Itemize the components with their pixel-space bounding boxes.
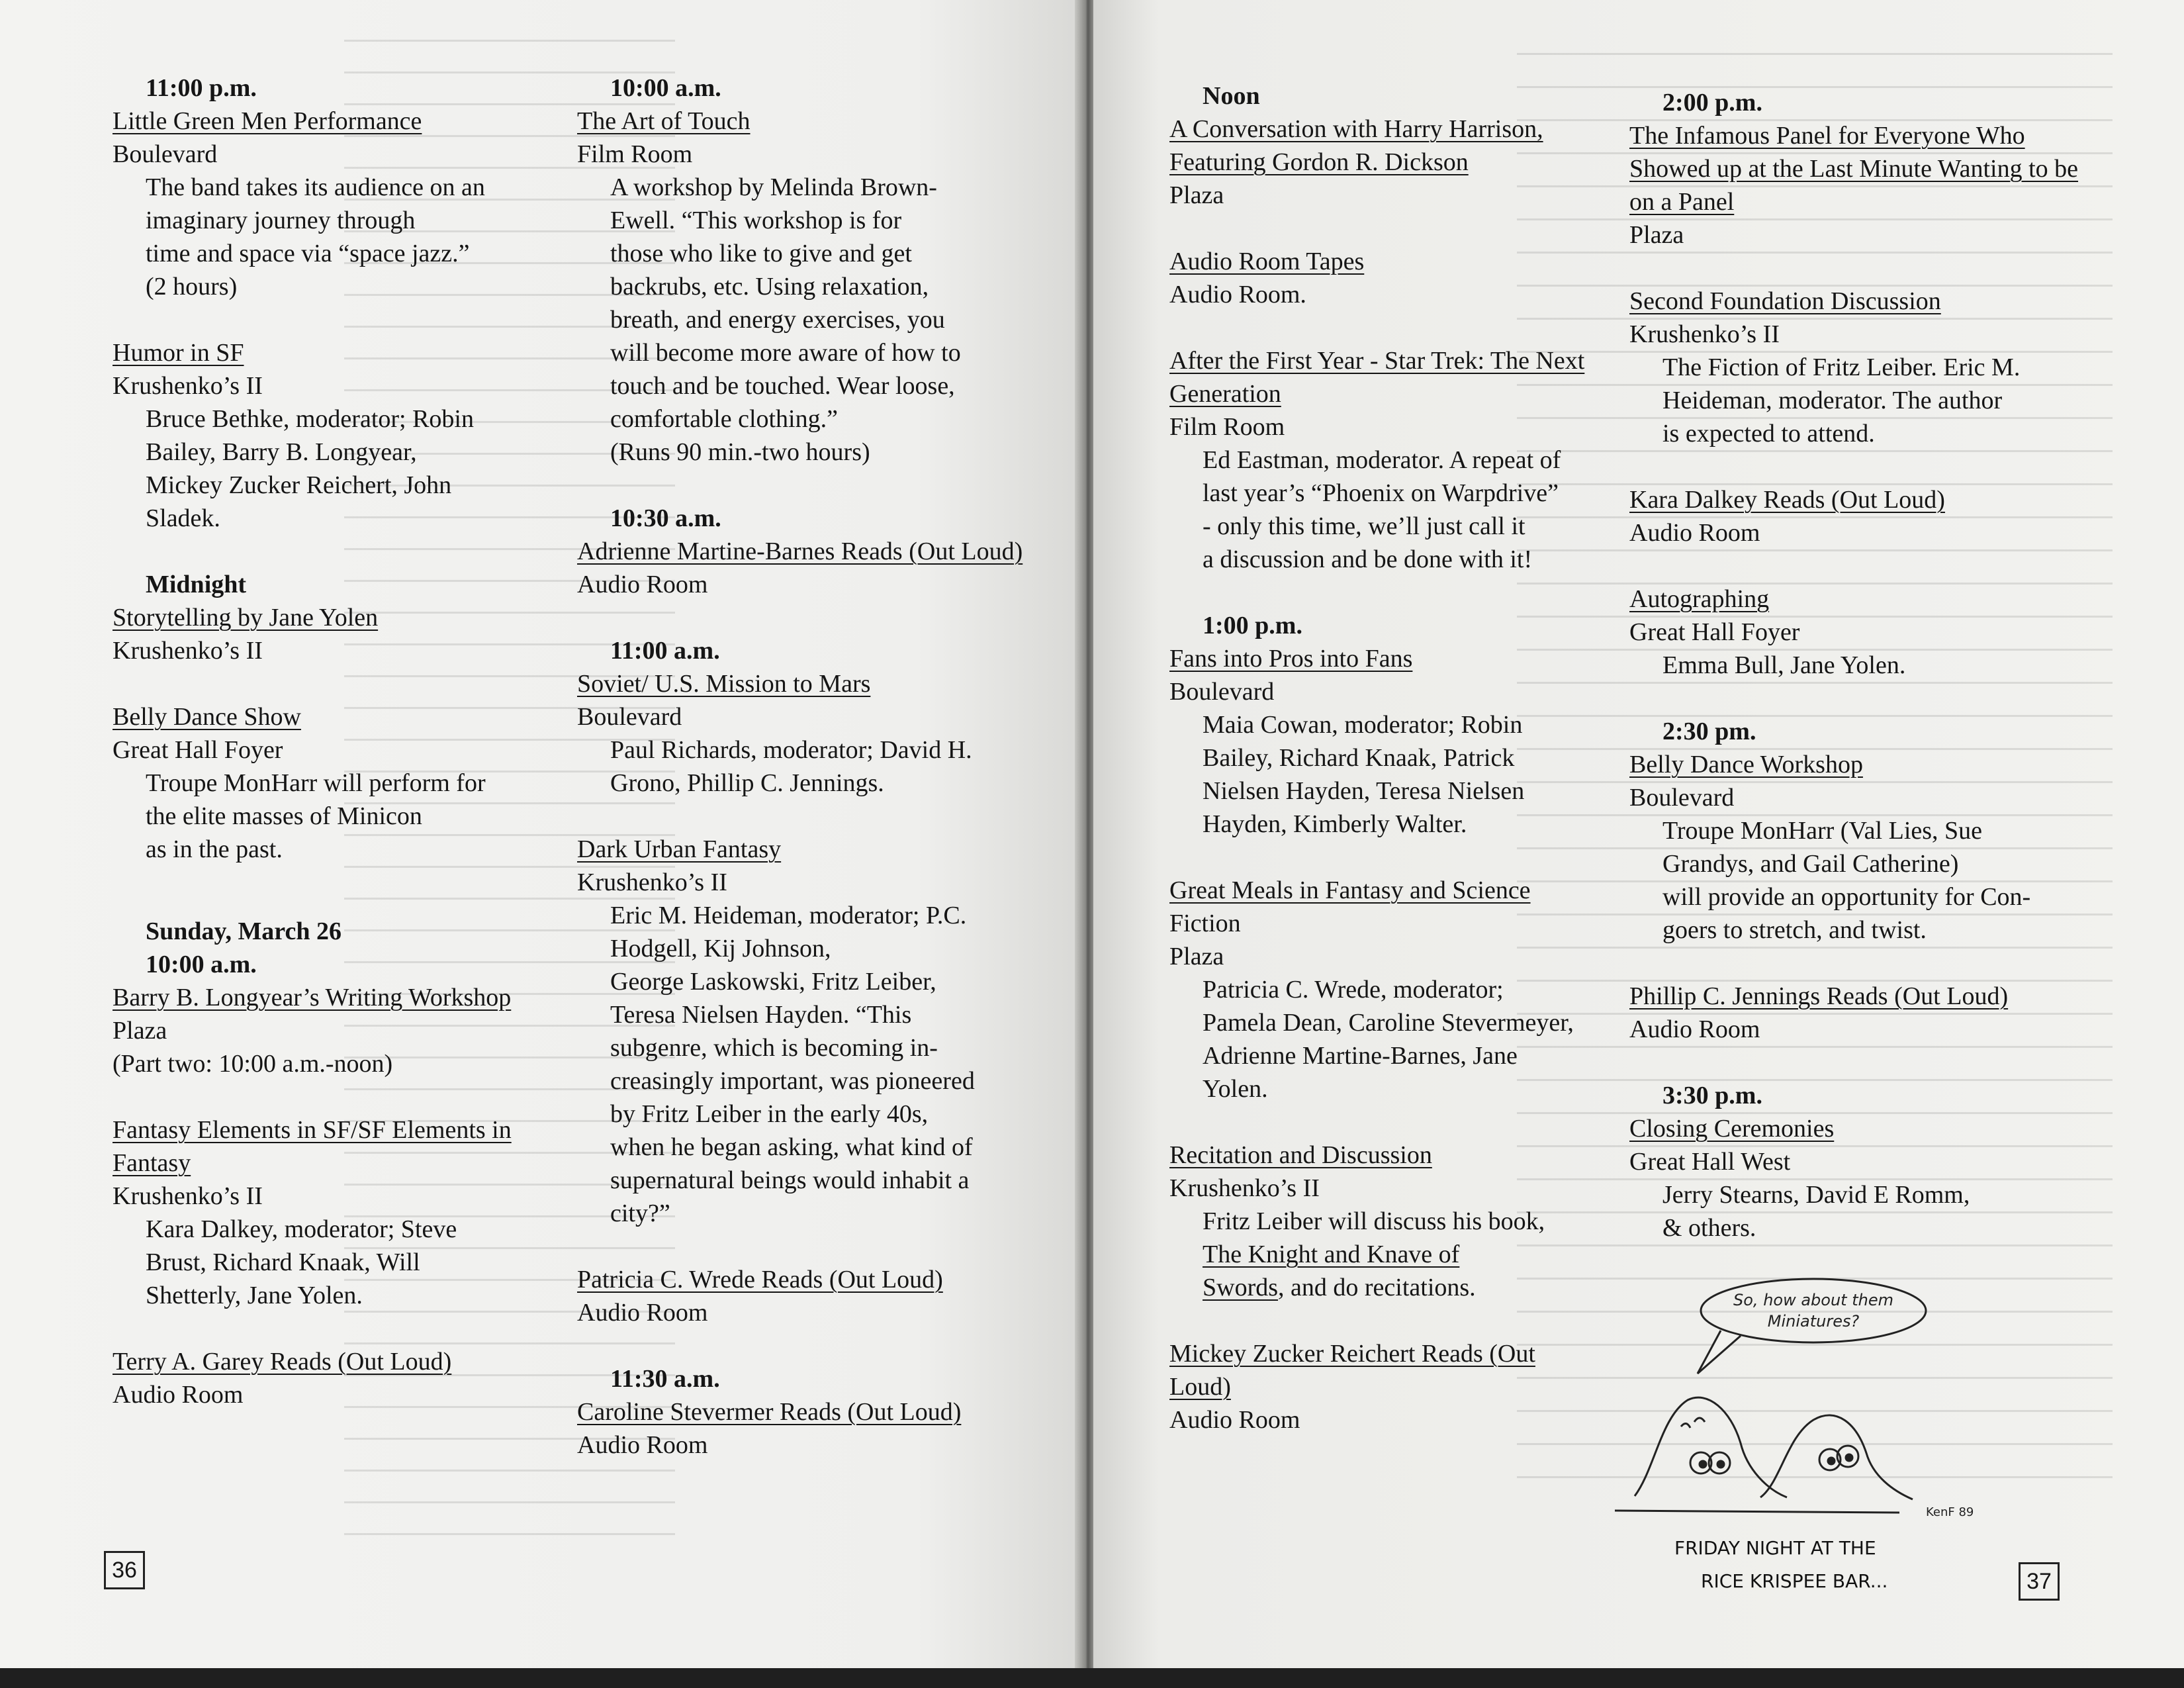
item-room: Audio Room: [1169, 1406, 1300, 1434]
item-room: Film Room: [1169, 413, 1285, 441]
cartoon-caption: RICE KRISPEE BAR...: [1701, 1570, 1888, 1592]
item-description: Ed Eastman, moderator. A repeat of last year’s “Phoenix on Warpdrive” - only this time, we’ll just call it a discussion and be done with it!: [1203, 446, 1561, 573]
item-title: Adrienne Martine-Barnes Reads (Out Loud): [577, 538, 1023, 565]
schedule-item: [113, 1113, 563, 1312]
schedule-item: [577, 502, 1034, 601]
item-title: Dark Urban Fantasy: [577, 835, 782, 863]
speech-text: So, how about them: [1733, 1291, 1893, 1309]
item-time: 11:00 p.m.: [146, 74, 257, 102]
item-room: Audio Room: [577, 571, 708, 598]
item-time: Midnight: [146, 571, 247, 598]
item-title: Kara Dalkey Reads (Out Loud): [1629, 486, 1945, 514]
creature-left: [1635, 1397, 1787, 1497]
item-title: Patricia C. Wrede Reads (Out Loud): [577, 1266, 943, 1293]
book-title: The Knight and Knave of Swords: [1203, 1241, 1460, 1301]
schedule-item: [577, 833, 1034, 1230]
item-title: Audio Room Tapes: [1169, 248, 1365, 275]
speech-text: Miniatures?: [1767, 1312, 1860, 1331]
item-description: Maia Cowan, moderator; Robin Bailey, Richard Knaak, Patrick Nielsen Hayden, Teresa Nielsen Hayden, Kimberly Walter.: [1203, 711, 1525, 838]
item-title: A Conversation with Harry Harrison, Featuring Gordon R. Dickson: [1169, 115, 1543, 176]
item-description: Troupe MonHarr will perform for the elite masses of Minicon as in the past.: [146, 769, 486, 863]
item-description: [1169, 1205, 1646, 1304]
item-title: Barry B. Longyear’s Writing Workshop: [113, 984, 512, 1011]
item-description: The Fiction of Fritz Leiber. Eric M. Heideman, moderator. The author is expected to attend.: [1662, 353, 2021, 447]
item-room: Fiction Plaza: [1169, 910, 1241, 970]
creature-right: [1760, 1415, 1913, 1499]
item-room: Plaza: [1169, 181, 1224, 209]
item-title: Belly Dance Show: [113, 703, 301, 731]
item-description: Troupe MonHarr (Val Lies, Sue Grandys, and Gail Catherine) will provide an opportunity for Con- goers to stretch, and twist.: [1662, 817, 2031, 944]
item-title: Autographing: [1629, 585, 1770, 613]
item-time: 11:30 a.m.: [610, 1365, 720, 1393]
item-room: Boulevard: [577, 703, 682, 731]
item-title: Humor in SF: [113, 339, 244, 367]
schedule-item: [577, 634, 1034, 800]
description-text: , and do recitations.: [1278, 1274, 1476, 1301]
item-room: Krushenko’s II: [577, 868, 727, 896]
schedule-item: [113, 71, 563, 303]
item-time: 10:30 a.m.: [610, 504, 721, 532]
item-room: Great Hall West: [1629, 1148, 1791, 1176]
page-number: 36: [104, 1551, 145, 1589]
schedule-item: [1629, 715, 2106, 947]
item-title: Storytelling by Jane Yolen: [113, 604, 379, 632]
item-description: Patricia C. Wrede, moderator; Pamela Dean, Caroline Stevermeyer, Adrienne Martine-Barnes, Jane Yolen.: [1203, 976, 1574, 1103]
item-room: Great Hall Foyer: [1629, 618, 1800, 646]
item-description: Emma Bull, Jane Yolen.: [1662, 651, 1906, 679]
item-description: Kara Dalkey, moderator; Steve Brust, Richard Knaak, Will Shetterly, Jane Yolen.: [146, 1215, 457, 1309]
item-description: Bruce Bethke, moderator; Robin Bailey, Barry B. Longyear, Mickey Zucker Reichert, John Sladek.: [146, 405, 474, 532]
schedule-item: [113, 700, 563, 866]
item-room: Krushenko’s II: [113, 637, 263, 665]
schedule-item: [1629, 483, 2106, 549]
schedule-item: [1169, 874, 1646, 1105]
schedule-item: [1169, 1337, 1646, 1436]
item-room: Great Hall Foyer: [113, 736, 283, 764]
left-page: [0, 0, 1080, 1668]
item-title: After the First Year - Star Trek: The Next Generation: [1169, 347, 1585, 408]
schedule-item: [113, 336, 563, 535]
item-room: Audio Room: [1629, 519, 1760, 547]
item-room: Boulevard: [113, 140, 218, 168]
item-time: 2:30 pm.: [1662, 718, 1756, 745]
left-column-2: [577, 71, 1034, 1495]
item-time: 2:00 p.m.: [1662, 89, 1762, 117]
item-room: Audio Room: [577, 1299, 708, 1327]
item-time: 3:30 p.m.: [1662, 1082, 1762, 1109]
item-time: 1:00 p.m.: [1203, 612, 1302, 639]
item-title: The Art of Touch: [577, 107, 751, 135]
item-room: Audio Room.: [1169, 281, 1306, 308]
schedule-item: [1629, 285, 2106, 450]
item-title: The Infamous Panel for Everyone Who Showed up at the Last Minute Wanting to be on a Panel: [1629, 122, 2079, 216]
right-column-1: [1169, 79, 1646, 1470]
item-time: 11:00 a.m.: [610, 637, 720, 665]
item-room: Plaza: [1629, 221, 1684, 249]
item-description: Eric M. Heideman, moderator; P.C. Hodgell, Kij Johnson, George Laskowski, Fritz Leiber, Teresa Nielsen Hayden. “This subgenre, which is becoming in- creasingly important, was pioneered by Fritz Leiber in the early 40s, when he began asking, what kind of supernatural beings would inhabit a city?”: [610, 902, 975, 1227]
item-title: Caroline Stevermer Reads (Out Loud): [577, 1398, 962, 1426]
description-text: Fritz Leiber will discuss his book,: [1203, 1207, 1545, 1235]
item-description: A workshop by Melinda Brown- Ewell. “This workshop is for those who like to give and get backrubs, etc. Using relaxation, breath, and energy exercises, you will become more aware of how to touch and be touched. Wear loose, comfortable clothing.” (Runs 90 min.-two hours): [610, 173, 961, 466]
item-description: (Part two: 10:00 a.m.-noon): [113, 1050, 393, 1078]
schedule-item: [577, 1263, 1034, 1329]
schedule-item: [1629, 86, 2106, 252]
item-title: Belly Dance Workshop: [1629, 751, 1863, 778]
cartoon-illustration: [1615, 1258, 1985, 1602]
item-title: Terry A. Garey Reads (Out Loud): [113, 1348, 452, 1376]
item-title: Closing Ceremonies: [1629, 1115, 1835, 1143]
item-room: Krushenko’s II: [113, 1182, 263, 1210]
item-room: Krushenko’s II: [1629, 320, 1780, 348]
item-title: Second Foundation Discussion: [1629, 287, 1941, 315]
artist-signature: KenF 89: [1926, 1505, 1974, 1519]
schedule-item: [1169, 344, 1646, 576]
item-room: Plaza: [113, 1017, 167, 1045]
item-title: Recitation and Discussion: [1169, 1141, 1432, 1169]
item-title: Phillip C. Jennings Reads (Out Loud): [1629, 982, 2009, 1010]
speech-bubble: [1701, 1279, 1926, 1342]
page-number: 37: [2019, 1562, 2060, 1601]
item-title: Soviet/ U.S. Mission to Mars: [577, 670, 871, 698]
schedule-item: [113, 1345, 563, 1411]
schedule-item: [1169, 1139, 1646, 1304]
item-description: The band takes its audience on an imaginary journey through time and space via “space jazz.” (2 hours): [146, 173, 485, 301]
schedule-item: [577, 1362, 1034, 1462]
cartoon-caption: FRIDAY NIGHT AT THE: [1674, 1537, 1876, 1559]
schedule-item: [1629, 980, 2106, 1046]
schedule-item: [1629, 1079, 2106, 1244]
ground-line: [1615, 1511, 1899, 1513]
item-title: Fans into Pros into Fans: [1169, 645, 1413, 673]
item-room: Boulevard: [1169, 678, 1275, 706]
item-room: Audio Room: [113, 1381, 244, 1409]
schedule-item: [113, 568, 563, 667]
item-time: 10:00 a.m.: [146, 951, 257, 978]
schedule-item: [1629, 583, 2106, 682]
item-title: Little Green Men Performance: [113, 107, 422, 135]
item-title: Great Meals in Fantasy and Science: [1169, 876, 1531, 904]
item-time: Noon: [1203, 82, 1260, 110]
item-room: Krushenko’s II: [113, 372, 263, 400]
day-heading: Sunday, March 26: [146, 917, 341, 945]
schedule-item: [1169, 609, 1646, 841]
schedule-item: [1169, 245, 1646, 311]
item-title: Mickey Zucker Reichert Reads (Out Loud): [1169, 1340, 1535, 1401]
item-room: Audio Room: [1629, 1015, 1760, 1043]
item-title: Fantasy Elements in SF/SF Elements in Fantasy: [113, 1116, 512, 1177]
schedule-item: [1169, 79, 1646, 212]
schedule-item: [113, 915, 563, 1080]
item-time: 10:00 a.m.: [610, 74, 721, 102]
schedule-item: [577, 71, 1034, 469]
item-room: Film Room: [577, 140, 693, 168]
item-room: Audio Room: [577, 1431, 708, 1459]
item-room: Krushenko’s II: [1169, 1174, 1320, 1202]
left-column-1: [113, 71, 563, 1444]
item-description: Paul Richards, moderator; David H. Grono, Phillip C. Jennings.: [610, 736, 972, 797]
item-room: Boulevard: [1629, 784, 1735, 812]
item-description: Jerry Stearns, David E Romm, & others.: [1662, 1181, 1970, 1242]
right-column-2: [1629, 86, 2106, 1278]
speech-bubble-tail: [1698, 1331, 1741, 1374]
